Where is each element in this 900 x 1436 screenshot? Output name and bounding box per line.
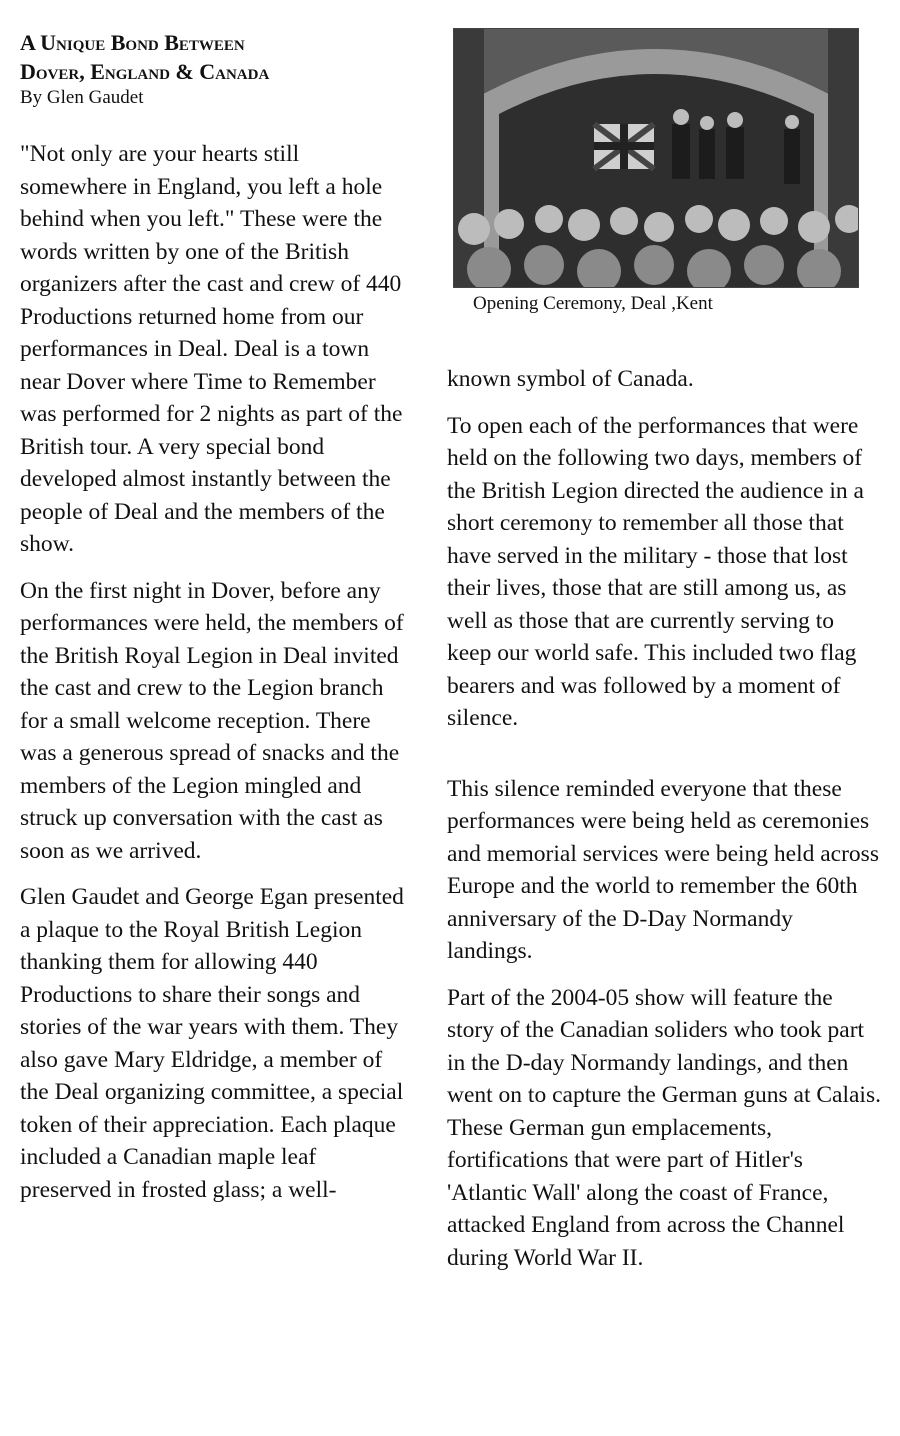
paragraph-gap (447, 749, 883, 773)
right-column (447, 363, 883, 1288)
paragraph-1: "Not only are your hearts still somewhere in England, you left a hole behind when you left." These were the words written by one of the British organizers after the cast and crew of 440 Productions returned home from our performances in Deal. Deal is a town near Dover where Time to Remember was performed for 2 nights as part of the British tour. A very special bond developed almost instantly between the people of Deal and the members of the show. (20, 141, 403, 557)
byline: By Glen Gaudet (20, 87, 144, 108)
paragraph-5: To open each of the performances that were held on the following two days, members of the British Legion directed the audience in a short ceremony to remember all those that have served in the military - those that lost their lives, those that are still among us, as well as those that are currently serving to keep our world safe. This included two flag bearers and was followed by a moment of silence. (447, 412, 864, 731)
photo-caption: Opening Ceremony, Deal ,Kent (473, 293, 713, 314)
paragraph-4: known symbol of Canada. (447, 366, 694, 392)
paragraph-7: Part of the 2004-05 show will feature the story of the Canadian soliders who took part in the D-day Normandy landings, and then went on to capture the German guns at Calais. These German gun emplacements, fortifications that were part of Hitler's 'Atlantic Wall' along the coast of France, attacked England from across the Channel during World War II. (447, 984, 881, 1271)
headline-line-2: Dover, England & Canada (20, 59, 270, 84)
opening-ceremony-photo (453, 28, 859, 288)
left-column (20, 28, 410, 1220)
paragraph-3: Glen Gaudet and George Egan presented a plaque to the Royal British Legion thanking them for allowing 440 Productions to share their songs and stories of the war years with them. They also gave Mary Eldridge, a member of the Deal organizing committee, a special token of their appreciation. Each plaque included a Canadian maple leaf preserved in frosted glass; a well- (20, 884, 404, 1203)
paragraph-2: On the first night in Dover, before any performances were held, the members of the British Royal Legion in Deal invited the cast and crew to the Legion branch for a small welcome reception. There was a generous spread of snacks and the members of the Legion mingled and struck up conversation with the cast as soon as we arrived. (20, 577, 404, 864)
paragraph-6: This silence reminded everyone that these performances were being held as ceremonies and memorial services were being held across Europe and the world to remember the 60th anniversary of the D-Day Normandy landings. (447, 775, 879, 964)
headline-line-1: A Unique Bond Between (20, 30, 245, 55)
headline (20, 28, 410, 86)
